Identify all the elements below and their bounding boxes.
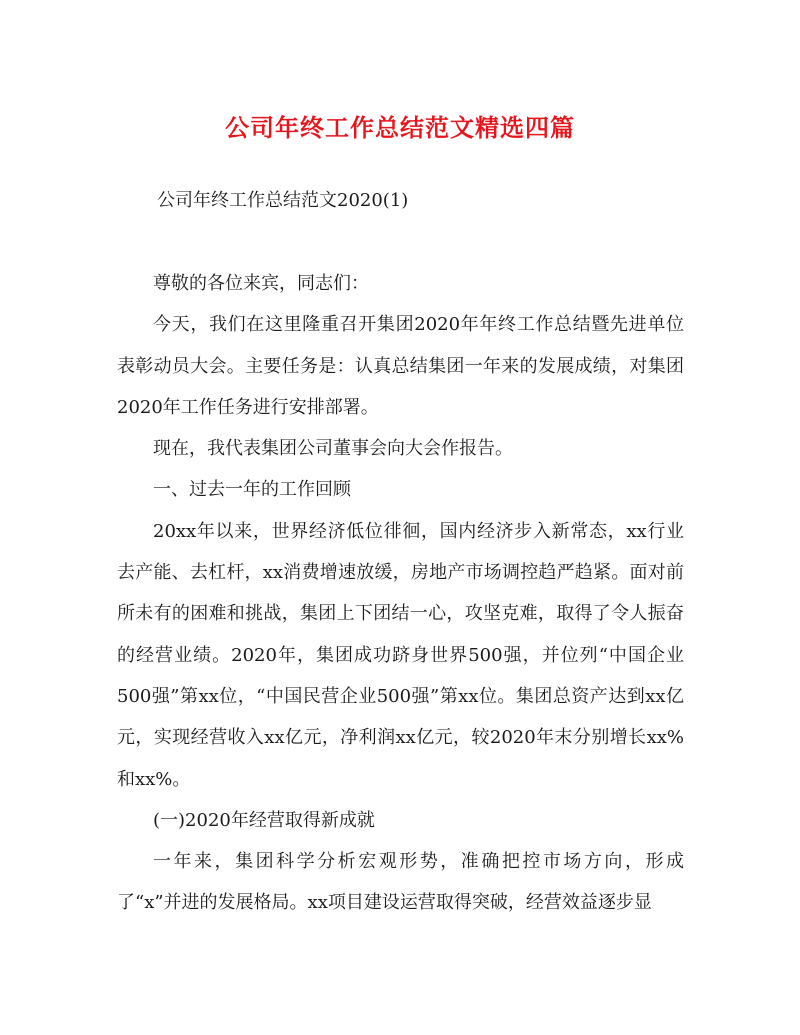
- subsection-heading: (一)2020年经营取得新成就: [153, 809, 375, 831]
- document-subtitle: 公司年终工作总结范文2020(1): [157, 190, 409, 211]
- paragraph-report-intro: 现在，我代表集团公司董事会向大会作报告。: [153, 438, 513, 460]
- paragraph-opening: 今天，我们在这里隆重召开集团2020年年终工作总结暨先进单位表彰动员大会。主要任务是：认真总结集团一年来的发展成绩，对集团2020年工作任务进行安排部署。: [117, 314, 684, 418]
- document-title: 公司年终工作总结范文精选四篇: [225, 113, 575, 142]
- paragraph-achievements: 一年来，集团科学分析宏观形势，准确把控市场方向，形成了“x”并进的发展格局。xx项目建设运营取得突破，经营效益逐步显: [117, 851, 684, 914]
- paragraph-review: 20xx年以来，世界经济低位徘徊，国内经济步入新常态，xx行业去产能、去杠杆，xx消费增速放缓，房地产市场调控趋严趋紧。面对前所未有的困难和挑战，集团上下团结一心，攻坚克难，取得了令人振奋的经营业绩。2020年，集团成功跻身世界500强，并位列“中国企业500强”第xx位，“中国民营企业500强”第xx位。集团总资产达到xx亿元，实现经营收入xx亿元，净利润xx亿元，较2020年末分别增长xx%和xx%。: [117, 520, 684, 790]
- document-body: [117, 263, 684, 924]
- paragraph-greeting: 尊敬的各位来宾，同志们：: [153, 273, 369, 294]
- section-heading: 一、过去一年的工作回顾: [153, 479, 351, 501]
